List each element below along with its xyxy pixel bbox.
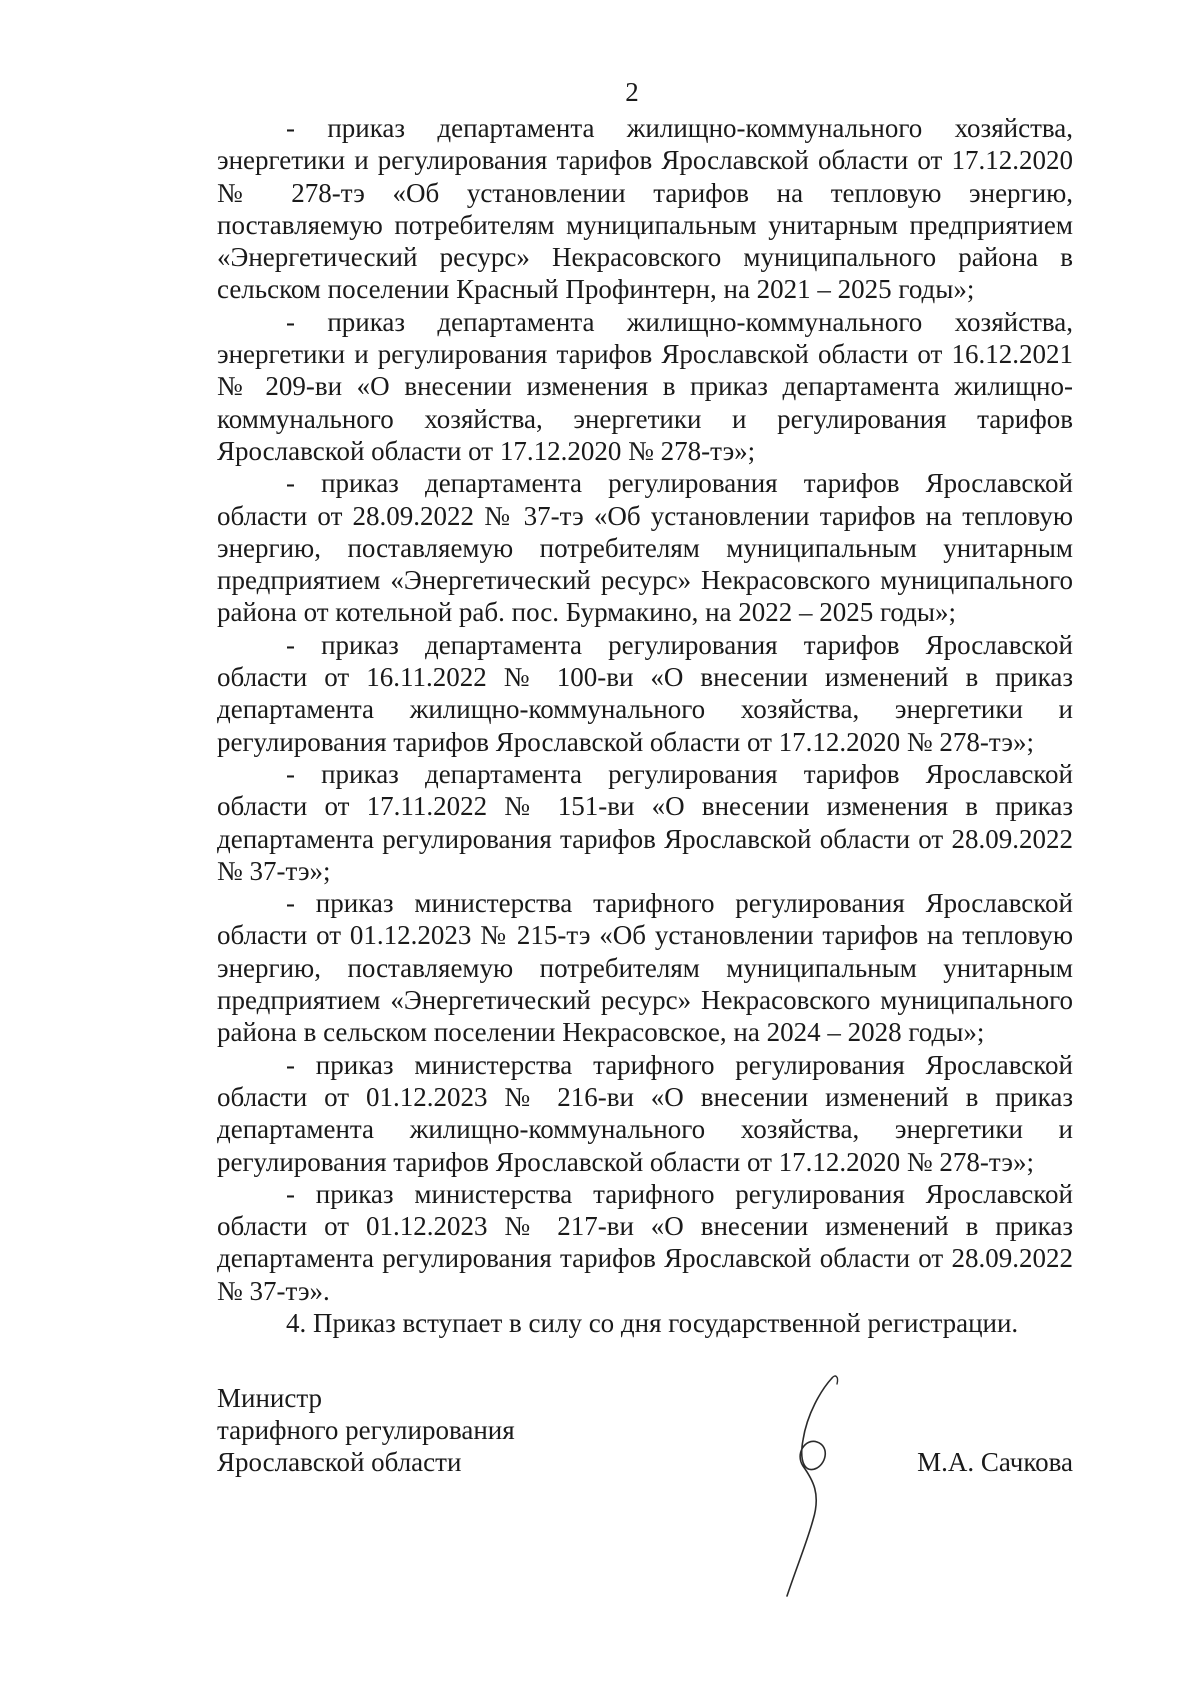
list-item-order-215-te: - приказ министерства тарифного регулирования Ярославской области от 01.12.2023 № 215-тэ «Об установлении тарифов на тепловую энергию, поставляемую потребителям муниципальным унитарным предприятием «Энергетический ресурс» Некрасовского муниципального района в сельском поселении Некрасовское, на 2024 – 2028 годы»;	[217, 888, 1073, 1048]
list-item-order-217-vi: - приказ министерства тарифного регулирования Ярославской области от 01.12.2023 № 217-ви «О внесении изменений в приказ департамента регулирования тарифов Ярославской области от 28.09.2022 № 37-тэ».	[217, 1178, 1073, 1306]
page-number: 2	[625, 77, 639, 107]
signatory-position	[217, 1382, 515, 1478]
signatory-position-line: тарифного регулирования	[217, 1415, 515, 1445]
signature-block	[217, 1382, 1073, 1642]
clause-4-effective-date: 4. Приказ вступает в силу со дня государственной регистрации.	[286, 1307, 1019, 1338]
signatory-position-line: Министр	[217, 1383, 322, 1413]
list-item-order-216-vi: - приказ министерства тарифного регулирования Ярославской области от 01.12.2023 № 216-ви «О внесении изменений в приказ департамента жилищно-коммунального хозяйства, энергетики и регулирования тарифов Ярославской области от 17.12.2020 № 278-тэ»;	[217, 1049, 1073, 1177]
handwritten-signature	[777, 1370, 867, 1600]
signatory-name: М.А. Сачкова	[917, 1447, 1073, 1477]
list-item-order-100-vi: - приказ департамента регулирования тарифов Ярославской области от 16.11.2022 № 100-ви «О внесении изменений в приказ департамента жилищно-коммунального хозяйства, энергетики и регулирования тарифов Ярославской области от 17.12.2020 № 278-тэ»;	[217, 629, 1073, 757]
document-body	[217, 112, 1073, 1339]
list-item-order-278-te: - приказ департамента жилищно-коммунального хозяйства, энергетики и регулирования тарифов Ярославской области от 17.12.2020 № 278-тэ «Об установлении тарифов на тепловую энергию, поставляемую потребителям муниципальным унитарным предприятием «Энергетический ресурс» Некрасовского муниципального района в сельском поселении Красный Профинтерн, на 2021 – 2025 годы»;	[217, 113, 1073, 305]
signatory-position-line: Ярославской области	[217, 1447, 462, 1477]
list-item-order-209-vi: - приказ департамента жилищно-коммунального хозяйства, энергетики и регулирования тарифов Ярославской области от 16.12.2021 № 209-ви «О внесении изменения в приказ департамента жилищно-коммунального хозяйства, энергетики и регулирования тарифов Ярославской области от 17.12.2020 № 278-тэ»;	[217, 306, 1073, 466]
list-item-order-37-te: - приказ департамента регулирования тарифов Ярославской области от 28.09.2022 № 37-тэ «Об установлении тарифов на тепловую энергию, поставляемую потребителям муниципальным унитарным предприятием «Энергетический ресурс» Некрасовского муниципального района от котельной раб. пос. Бурмакино, на 2022 – 2025 годы»;	[217, 468, 1073, 628]
list-item-order-151-vi: - приказ департамента регулирования тарифов Ярославской области от 17.11.2022 № 151-ви «О внесении изменения в приказ департамента регулирования тарифов Ярославской области от 28.09.2022 № 37-тэ»;	[217, 758, 1073, 886]
